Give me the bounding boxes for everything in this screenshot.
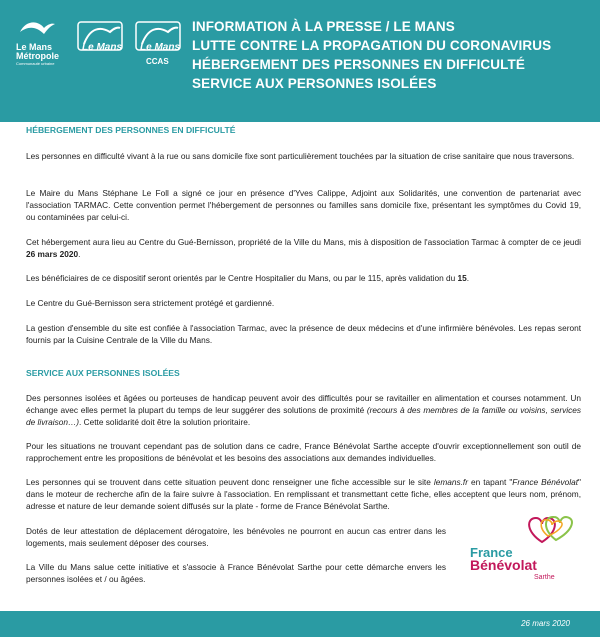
section1-paragraph-2: Le Maire du Mans Stéphane Le Foll a signé ce jour en présence d'Yves Calippe, Adjoint aux Solidarités, une convention de partenariat avec l'association TARMAC. Cette convention permet l'hébergement de personnes ou familles sans domicile fixe, présentant les symptômes du Covid 19, ou contaminées par celui-ci. bbox=[26, 188, 581, 222]
section2-p1-text: Des personnes isolées et âgées ou porteuses de handicap peuvent avoir des difficultés pour se ravitailler en alimentation et courses notamment. Un échange avec elles permet la plupart du temps de leur suggérer des solutions de proximité bbox=[26, 393, 581, 415]
header-banner bbox=[0, 0, 600, 122]
france-benevolat-line-1: France bbox=[470, 545, 513, 560]
section2-p3-text-2: en tapant " bbox=[467, 477, 513, 487]
section2-p1-italic: (recours à des membres de la famille ou voisins, services de livraison…) bbox=[26, 405, 581, 427]
section2-paragraph-4: Dotés de leur attestation de déplacement dérogatoire, les bénévoles ne pourront en aucun cas entrer dans les logements, mais seulement déposer des courses. bbox=[26, 526, 446, 548]
footer-date: 26 mars 2020 bbox=[521, 619, 570, 628]
section1-p3-end: . bbox=[78, 249, 81, 259]
ccas-le-mans-text: Le Mans bbox=[140, 42, 181, 53]
section-title-service: SERVICE AUX PERSONNES ISOLÉES bbox=[26, 368, 180, 378]
section2-p3-search-term: France Bénévolat bbox=[512, 477, 579, 487]
header-title-line-4: SERVICE AUX PERSONNES ISOLÉES bbox=[192, 76, 437, 91]
bird-icon bbox=[16, 18, 56, 38]
le-mans-text: Le Mans bbox=[82, 42, 123, 53]
header-titles bbox=[192, 17, 592, 93]
footer-banner bbox=[0, 611, 600, 637]
le-mans-metropole-text: Le Mans Métropole bbox=[16, 42, 60, 61]
section1-paragraph-3 bbox=[26, 236, 581, 260]
section1-paragraph-4 bbox=[26, 272, 581, 284]
section1-p3-date: 26 mars 2020 bbox=[26, 249, 79, 259]
section2-p3-site: lemans.fr bbox=[433, 477, 468, 487]
hearts-icon bbox=[522, 512, 582, 546]
section-title-hebergement: HÉBERGEMENT DES PERSONNES EN DIFFICULTÉ bbox=[26, 125, 236, 135]
section2-p1-end: . Cette solidarité doit être la solution prioritaire. bbox=[79, 417, 251, 427]
section2-paragraph-5: La Ville du Mans salue cette initiative et s'associe à France Bénévolat Sarthe pour cette démarche envers les personnes isolées et / ou âgées. bbox=[26, 562, 446, 584]
ccas-text: CCAS bbox=[146, 57, 169, 66]
france-benevolat-line-2: Bénévolat bbox=[470, 557, 537, 573]
header-title-line-3: HÉBERGEMENT DES PERSONNES EN DIFFICULTÉ bbox=[192, 57, 525, 72]
section1-p4-number: 15 bbox=[457, 273, 467, 283]
section2-paragraph-1 bbox=[26, 392, 581, 428]
section1-p3-text: Cet hébergement aura lieu au Centre du Gué-Bernisson, propriété de la Ville du Mans, mis à disposition de l'association Tarmac à compter de ce jeudi bbox=[26, 237, 581, 247]
header-title-line-2: LUTTE CONTRE LA PROPAGATION DU CORONAVIRUS bbox=[192, 38, 552, 53]
france-benevolat-line-3: Sarthe bbox=[534, 574, 555, 581]
le-mans-metropole-subtext: Communauté urbaine bbox=[16, 61, 55, 66]
section2-p3-text: Les personnes qui se trouvent dans cette situation peuvent donc renseigner une fiche accessible sur le site bbox=[26, 477, 434, 487]
ccas-logo bbox=[134, 18, 184, 67]
section2-paragraph-2: Pour les situations ne trouvant cependant pas de solution dans ce cadre, France Bénévolat Sarthe accepte d'ouvrir exceptionnellement son outil de rapprochement entre les propositions de bénévolat et les besoins des associations aux demandes individuelles. bbox=[26, 441, 581, 463]
section2-paragraph-3 bbox=[26, 476, 581, 512]
section1-p4-text: Les bénéficiaires de ce dispositif seront orientés par le Centre Hospitalier du Mans, ou par le 115, après validation du bbox=[26, 273, 458, 283]
section1-p4-end: . bbox=[466, 273, 470, 283]
header-title-line-1: INFORMATION À LA PRESSE / LE MANS bbox=[192, 19, 455, 34]
logos-group bbox=[16, 18, 184, 68]
section1-paragraph-6: La gestion d'ensemble du site est confiée à l'association Tarmac, avec la présence de deux médecins et d'une infirmière bénévoles. Les repas seront fournis par la Cuisine Centrale de la Ville du Mans. bbox=[26, 323, 581, 345]
le-mans-metropole-logo bbox=[16, 18, 64, 66]
le-mans-logo bbox=[76, 18, 124, 53]
section2-p3-end: " dans le moteur de recherche afin de la faire suivre à l'association. En remplissant et transmettant cette fiche, elles acceptent que leurs nom, prénom, adresse et nature de leur demande soient diffusés sur la plate - forme de France Bénévolat Sarthe. bbox=[26, 477, 581, 511]
france-benevolat-logo bbox=[470, 520, 585, 585]
section1-paragraph-5: Le Centre du Gué-Bernisson sera strictement protégé et gardienné. bbox=[26, 298, 275, 308]
section1-paragraph-1: Les personnes en difficulté vivant à la rue ou sans domicile fixe sont particulièrement touchées par la situation de crise sanitaire que nous traversons. bbox=[26, 151, 575, 161]
